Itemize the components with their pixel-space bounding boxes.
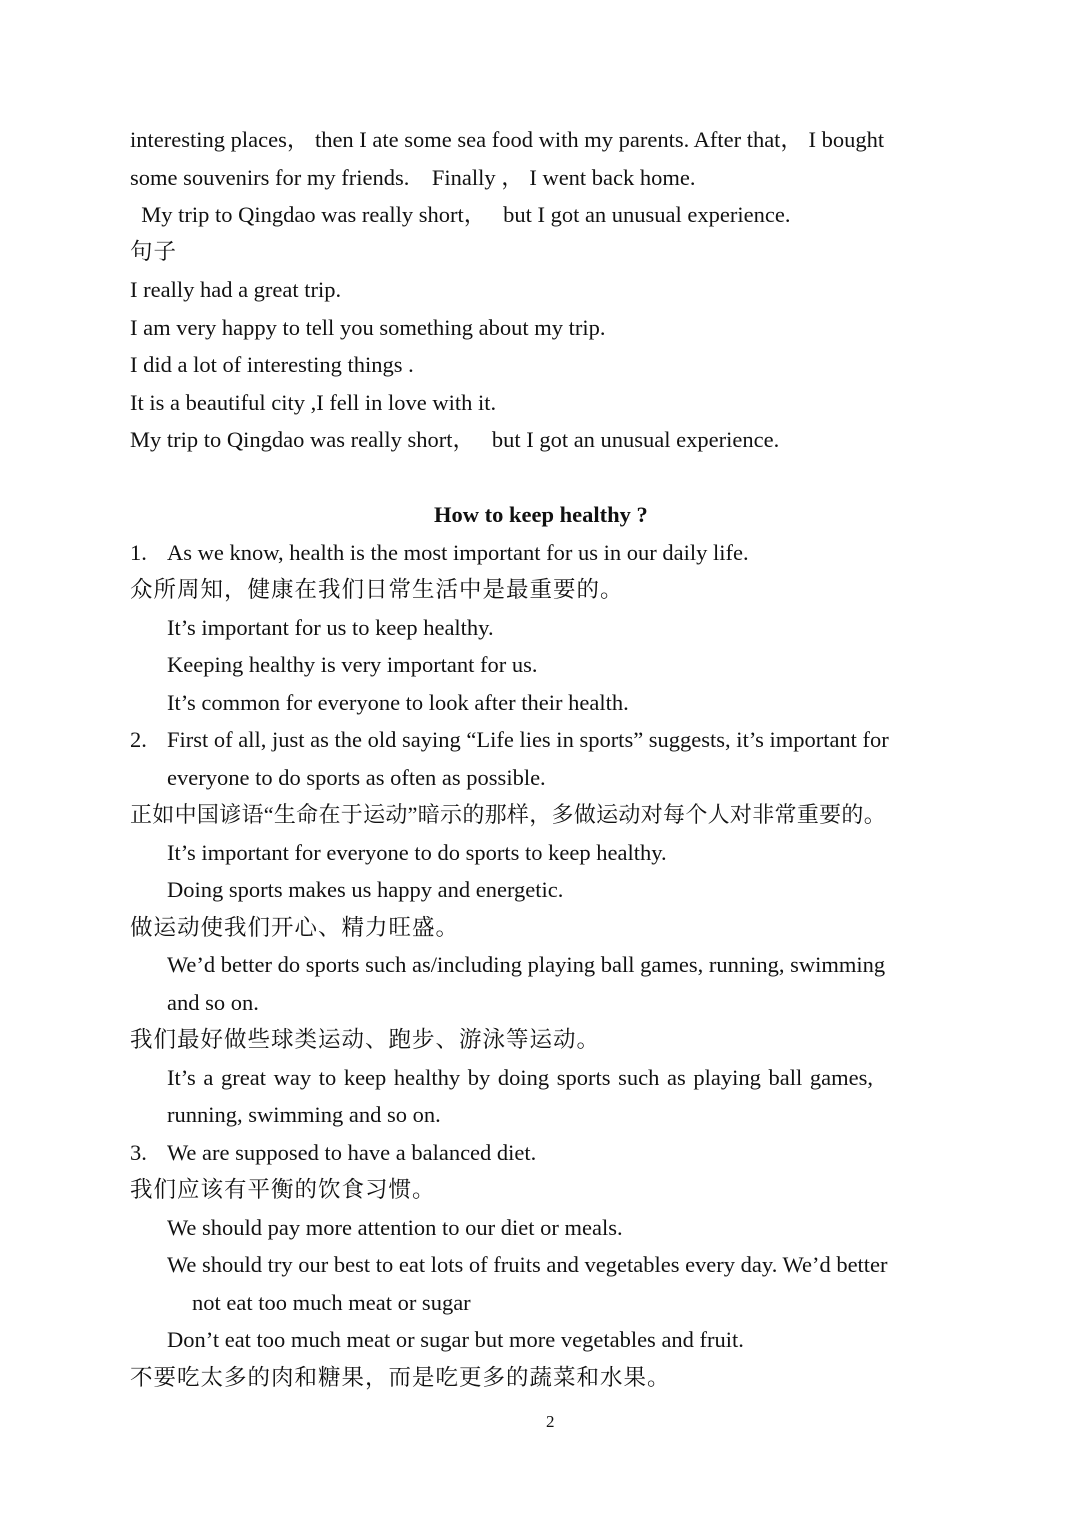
point-2-translation: 我们最好做些球类运动、跑步、游泳等运动。 — [130, 1027, 601, 1052]
point-1-translation: 众所周知，健康在我们日常生活中是最重要的。 — [130, 577, 624, 602]
list-number: 3. — [130, 1140, 147, 1165]
point-3-alt: We should pay more attention to our diet or meals. — [167, 1215, 623, 1240]
sentence-item: I am very happy to tell you something about my trip. — [130, 315, 606, 340]
intro-line-3: My trip to Qingdao was really short， but I got an unusual experience. — [130, 202, 791, 227]
point-2-alt: It’s important for everyone to do sports to keep healthy. — [167, 840, 667, 865]
point-3-translation: 不要吃太多的肉和糖果，而是吃更多的蔬菜和水果。 — [130, 1365, 671, 1390]
point-1-text: As we know, health is the most important for us in our daily life. — [167, 540, 749, 565]
point-2-translation: 做运动使我们开心、精力旺盛。 — [130, 915, 460, 940]
list-number: 2. — [130, 727, 147, 752]
point-2-alt: running, swimming and so on. — [167, 1102, 441, 1127]
point-3-text: We are supposed to have a balanced diet. — [167, 1140, 537, 1165]
point-2-alt: and so on. — [167, 990, 259, 1015]
page-number: 2 — [546, 1412, 555, 1431]
intro-line-2: some souvenirs for my friends. Finally ， I went back home. — [130, 165, 696, 190]
point-2-text: everyone to do sports as often as possible. — [167, 765, 546, 790]
sentence-item: I did a lot of interesting things . — [130, 352, 414, 377]
sentence-item: My trip to Qingdao was really short， but I got an unusual experience. — [130, 427, 780, 452]
point-1-alt: It’s common for everyone to look after their health. — [167, 690, 629, 715]
point-3-alt: not eat too much meat or sugar — [192, 1290, 471, 1315]
sentence-item: I really had a great trip. — [130, 277, 342, 302]
point-2-translation: 正如中国谚语“生命在于运动”暗示的那样，多做运动对每个人对非常重要的。 — [130, 802, 887, 827]
point-2-text: First of all, just as the old saying “Life lies in sports” suggests, it’s important for — [167, 727, 889, 752]
sentences-heading: 句子 — [130, 239, 178, 264]
point-3-alt: Don’t eat too much meat or sugar but more vegetables and fruit. — [167, 1327, 744, 1352]
point-1-alt: It’s important for us to keep healthy. — [167, 615, 494, 640]
point-2-alt: We’d better do sports such as/including playing ball games, running, swimming — [167, 952, 886, 977]
list-number: 1. — [130, 540, 147, 565]
sentence-item: It is a beautiful city ,I fell in love with it. — [130, 390, 497, 415]
point-3-translation: 我们应该有平衡的饮食习惯。 — [130, 1177, 436, 1202]
point-3-alt: We should try our best to eat lots of fruits and vegetables every day. We’d better — [167, 1252, 888, 1277]
point-2-alt: It’s a great way to keep healthy by doing sports such as playing ball games, — [167, 1065, 873, 1090]
intro-line-1: interesting places， then I ate some sea food with my parents. After that， I bought — [130, 127, 885, 152]
section-title: How to keep healthy ? — [434, 502, 648, 527]
point-1-alt: Keeping healthy is very important for us. — [167, 652, 538, 677]
point-2-alt: Doing sports makes us happy and energetic. — [167, 877, 564, 902]
